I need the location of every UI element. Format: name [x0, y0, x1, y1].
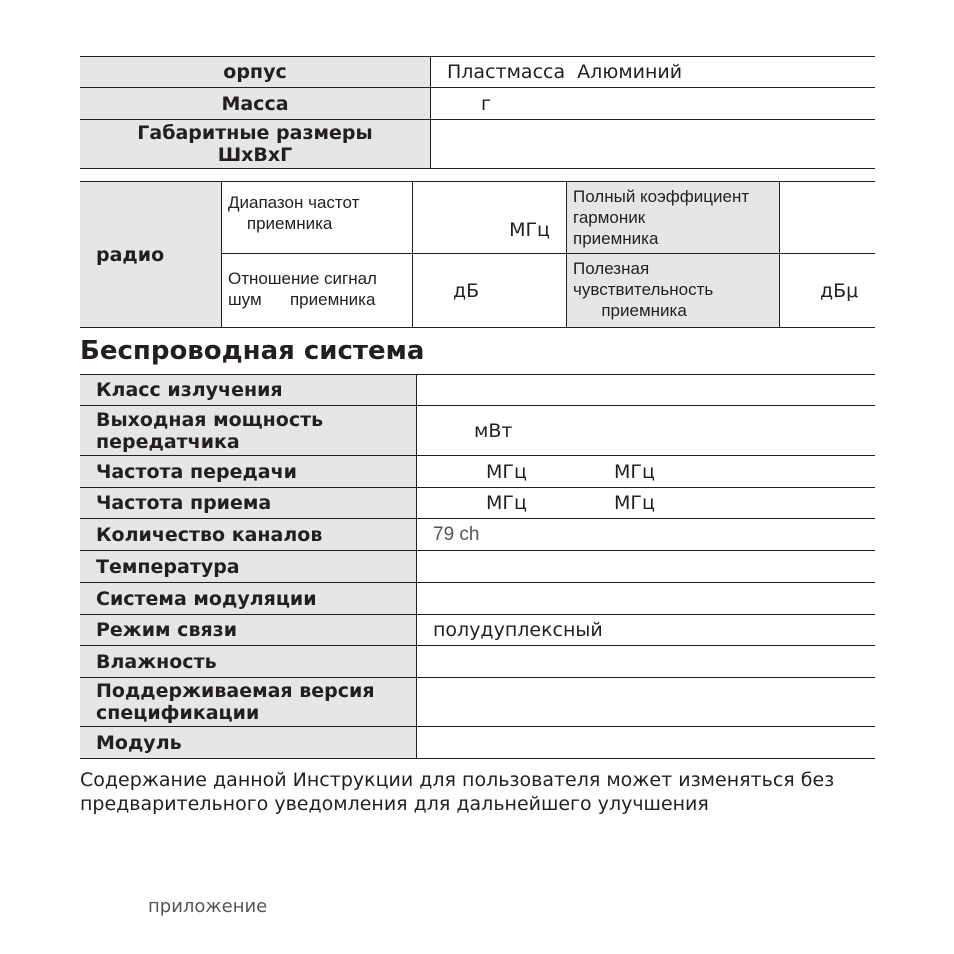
disclaimer-note: Содержание данной Инструкции для пользователя может изменяться без предварительного уведомления для дальнейшего улучшения [80, 769, 835, 815]
mass-label: Масса [80, 88, 431, 120]
mass-unit: г [481, 92, 491, 115]
emission-class-label: Класс излучения [80, 375, 417, 406]
output-power-value [417, 406, 876, 456]
emission-class-value [417, 375, 876, 406]
module-label: Модуль [80, 727, 417, 759]
modulation-label: Система модуляции [80, 583, 417, 615]
humidity-label: Влажность [80, 646, 417, 678]
output-power-label: Выходная мощность передатчика [80, 406, 417, 456]
tx-freq-value [417, 456, 876, 488]
sensitivity-value [780, 254, 876, 328]
radio-table [80, 181, 875, 328]
wireless-table [80, 374, 875, 759]
sensitivity-unit: дБμ [820, 279, 859, 302]
table-row [80, 583, 875, 615]
channels-value: 79 ch [417, 519, 876, 551]
table-row [80, 406, 875, 456]
housing-label: орпус [80, 57, 431, 88]
modulation-value [417, 583, 876, 615]
freq-range-unit: МГц [509, 219, 550, 241]
temperature-label: Температура [80, 551, 417, 583]
temperature-value [417, 551, 876, 583]
housing-table [80, 56, 875, 169]
page-footer: приложение [148, 896, 268, 917]
spec-version-label: Поддерживаемая версия спецификации [80, 678, 417, 727]
table-row [80, 488, 875, 519]
table-row [80, 519, 875, 551]
rx-freq-unit-1: МГц [486, 492, 527, 514]
tx-freq-unit-2: МГц [614, 460, 655, 483]
spec-version-value [417, 678, 876, 727]
module-value [417, 727, 876, 759]
thd-value [780, 182, 876, 254]
section-title: Беспроводная система [80, 336, 425, 366]
thd-label: Полный коэффициент гармоник приемника [567, 182, 780, 254]
freq-range-value [413, 182, 567, 254]
table-row [80, 456, 875, 488]
rx-freq-value [417, 488, 876, 519]
tx-freq-label: Частота передачи [80, 456, 417, 488]
sensitivity-label: Полезная чувствительность приемника [567, 254, 780, 328]
table-row [80, 678, 875, 727]
freq-range-label: Диапазон частот приемника [222, 182, 413, 254]
mass-value [431, 88, 876, 120]
humidity-value [417, 646, 876, 678]
table-row [80, 646, 875, 678]
table-row [80, 727, 875, 759]
comm-mode-label: Режим связи [80, 615, 417, 646]
rx-freq-unit-2: МГц [614, 492, 655, 514]
comm-mode-value: полудуплексный [417, 615, 876, 646]
rx-freq-label: Частота приема [80, 488, 417, 519]
output-power-unit: мВт [474, 419, 513, 442]
table-row [80, 551, 875, 583]
table-row [80, 615, 875, 646]
housing-value: Пластмасса Алюминий [431, 57, 876, 88]
snr-label: Отношение сигнал шум приемника [222, 254, 413, 328]
channels-label: Количество каналов [80, 519, 417, 551]
radio-label: радио [80, 182, 222, 328]
tx-freq-unit-1: МГц [486, 460, 527, 483]
dimensions-label: Габаритные размеры ШхВхГ [80, 120, 431, 169]
snr-value [413, 254, 567, 328]
dimensions-value [431, 120, 876, 169]
table-row [80, 375, 875, 406]
snr-unit: дБ [453, 279, 480, 302]
